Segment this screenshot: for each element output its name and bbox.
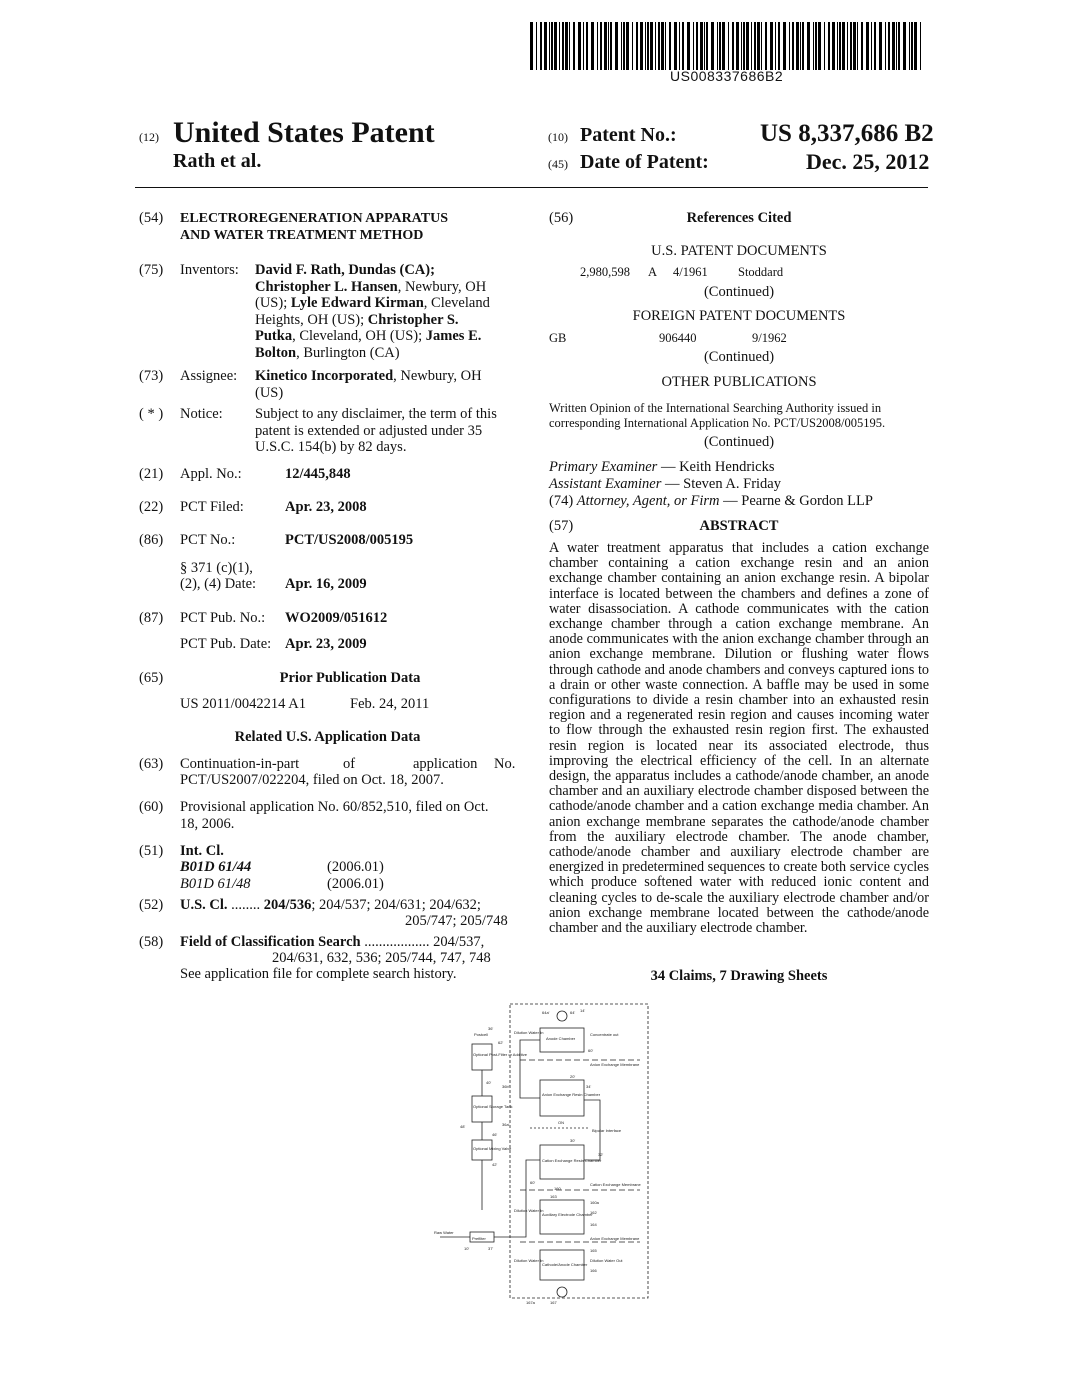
pct-pub-date: Apr. 23, 2009 xyxy=(285,636,367,652)
code-86: (86) xyxy=(139,532,164,548)
us-cl-rest: ; 204/537; 204/631; 204/632; xyxy=(311,897,481,913)
code-60: (60) xyxy=(139,799,164,815)
label-40: 40' xyxy=(486,1080,492,1085)
continued-other: (Continued) xyxy=(703,434,775,450)
inventor-line: (US); Lyle Edward Kirman, Cleveland xyxy=(255,295,490,311)
anode-terminal xyxy=(557,1011,567,1021)
barcode-bar xyxy=(847,22,848,70)
barcode-bar xyxy=(565,22,568,70)
label-dilution-in-3: Dilution Water In xyxy=(514,1258,544,1263)
assignee-value: Kinetico Incorporated, Newbury, OH (US) xyxy=(255,368,520,401)
assistant-examiner-name: — Steven A. Friday xyxy=(661,476,781,492)
barcode-bar xyxy=(746,22,749,70)
pct-no: PCT/US2008/005195 xyxy=(285,532,414,548)
barcode-bar xyxy=(792,22,794,70)
appl-no-label: Appl. No.: xyxy=(180,466,242,482)
barcode-bar xyxy=(554,22,557,70)
assignee-country: (US) xyxy=(255,384,284,401)
section-371-label: § 371 (c)(1), xyxy=(180,560,253,576)
inventor-line: Putka, Cleveland, OH (US); James E. xyxy=(255,328,482,344)
code-12: (12) xyxy=(139,130,159,144)
code-65: (65) xyxy=(139,670,164,686)
code-87: (87) xyxy=(139,610,164,626)
barcode-bar xyxy=(626,22,629,70)
primary-examiner-label: Primary Examiner xyxy=(549,459,658,475)
anion-resin-chamber xyxy=(540,1080,584,1116)
barcode-bar xyxy=(600,22,602,70)
title-line-1: ELECTROREGENERATION APPARATUS xyxy=(180,211,448,226)
label-48: 48' xyxy=(460,1124,466,1129)
foreign-doc-number: 906440 xyxy=(659,331,697,345)
inventor-line: Bolton, Burlington (CA) xyxy=(255,344,400,361)
barcode-bar xyxy=(608,22,609,70)
us-cl-main: 204/536 xyxy=(263,897,312,913)
field-search-note: See application file for complete search history. xyxy=(180,966,457,982)
code-51: (51) xyxy=(139,843,164,859)
auxiliary-chamber xyxy=(540,1200,584,1234)
label-14: 14' xyxy=(580,1008,586,1013)
document-title: United States Patent xyxy=(173,116,435,149)
barcode-bar xyxy=(909,22,910,70)
continuation-text: Continuation-in-part xyxy=(180,756,300,772)
barcode-bar xyxy=(610,22,612,70)
barcode-bar xyxy=(623,22,625,70)
prior-publication-heading: Prior Publication Data xyxy=(279,670,421,686)
code-45: (45) xyxy=(548,157,568,171)
barcode-bar xyxy=(669,22,671,70)
pct-pub-no: WO2009/051612 xyxy=(285,610,388,626)
label-dilution-in-2: Dilution Water In xyxy=(514,1208,544,1213)
barcode-bar xyxy=(665,22,666,70)
barcode-bar xyxy=(815,22,817,70)
code-52: (52) xyxy=(139,897,164,913)
barcode-bar xyxy=(706,22,708,70)
pct-filed-date: Apr. 23, 2008 xyxy=(285,499,367,515)
primary-examiner-name: — Keith Hendricks xyxy=(657,459,775,475)
label-bipolar: Bipolar Interface xyxy=(592,1128,622,1133)
abstract-text: A water treatment apparatus that includes a cation exchange chamber containing a cation exchange resin and an anion exchange chamber containing an anion exchange resin. A bipolar interface is located between the chambers and defines a zone of water disassociation. A cathode communicates with the cation exchange chamber through a cation exchange membrane. An anode communicates with the anion exchange chamber through an anion exchange membrane. Dilution or flushing water flows through cathode and anode chambers and conveys captured ions to a drain or other waste connection. A baffle may be used in some configurations to divide a resin chamber into an exhausted resin region and a regenerated resin region and causes incoming water to flow through the exhausted resin region first. The exhausted resin region is located near its associated electrode, thus improving the electrical efficiency of the cell. In an alternate design, the apparatus includes a cathode/anode chamber, an anode chamber and an auxiliary electrode chamber disposed between the cathode/anode chamber and a cation exchange media chamber. An anion exchange membrane separates the cathode/anode chamber from the auxiliary electrode chamber. The anode chamber, cathode/anode chamber and auxiliary electrode chamber are energized in predetermined sequences to create both service cycles which produce softened water with reduced ionic content and cleaning cycles to de-scale the auxiliary electrode chamber and/or anion exchange membrane located between the cathode/anode chamber and the auxiliary electrode chamber. xyxy=(549,540,929,937)
barcode-bar xyxy=(796,22,799,70)
pct-pub-no-label: PCT Pub. No.: xyxy=(180,610,266,626)
other-publications-heading: OTHER PUBLICATIONS xyxy=(661,374,817,390)
label-anion-resin: Anion Exchange Resin Chamber xyxy=(542,1092,601,1097)
barcode-bar xyxy=(569,22,570,70)
header-rule xyxy=(135,187,928,188)
barcode-bar xyxy=(549,22,550,70)
patent-no-label: Patent No.: xyxy=(580,124,677,146)
code-73: (73) xyxy=(139,368,164,384)
int-cl-label: Int. Cl. xyxy=(180,843,224,859)
barcode-bar xyxy=(591,22,594,70)
provisional-line-2: 18, 2006. xyxy=(180,816,235,832)
barcode-bar xyxy=(813,22,814,70)
barcode-bar xyxy=(874,22,876,70)
pct-no-label: PCT No.: xyxy=(180,532,236,548)
barcode-bar xyxy=(770,22,773,70)
section-371-date: Apr. 16, 2009 xyxy=(285,576,367,592)
continued-us: (Continued) xyxy=(703,284,775,300)
label-64: 64' xyxy=(570,1010,576,1015)
foreign-documents-heading: FOREIGN PATENT DOCUMENTS xyxy=(632,308,846,324)
us-doc-kind: A xyxy=(648,265,658,279)
field-search-line-1: 204/537, xyxy=(433,934,485,950)
barcode-bar xyxy=(850,22,852,70)
us-cl-line-2: 205/747; 205/748 xyxy=(405,913,508,929)
us-cl-line xyxy=(180,897,481,914)
barcode-bar xyxy=(573,22,575,70)
barcode-bar xyxy=(789,22,790,70)
label-dilution-out: Dilution Water Out xyxy=(590,1258,623,1263)
prior-publication-date: Feb. 24, 2011 xyxy=(350,696,430,712)
label-60: 60' xyxy=(588,1048,594,1053)
inventor-line: Christopher L. Hansen, Newbury, OH xyxy=(255,278,487,295)
barcode-bar xyxy=(871,22,872,70)
barcode-bar xyxy=(824,22,825,70)
label-163: 163 xyxy=(550,1194,557,1199)
barcode-bar xyxy=(717,22,718,70)
barcode-bar xyxy=(693,22,694,70)
label-32: 32' xyxy=(598,1152,604,1157)
code-63: (63) xyxy=(139,756,164,772)
label-aux-chamber: Auxiliary Electrode Chamber xyxy=(542,1212,593,1217)
label-cathode-anode: Cathode/Anode Chamber xyxy=(542,1262,588,1267)
barcode-bar xyxy=(741,22,742,70)
barcode-bar xyxy=(551,22,553,70)
label-on: ON xyxy=(558,1120,564,1125)
barcode-bar xyxy=(751,22,752,70)
barcode-bar xyxy=(914,22,917,70)
inventor-line: David F. Rath, Dundas (CA); xyxy=(255,262,435,278)
attorney xyxy=(549,493,873,510)
us-doc-name: Stoddard xyxy=(738,265,784,279)
barcode-bar xyxy=(778,22,780,70)
continuation-no: No. xyxy=(494,756,516,772)
barcode-bar xyxy=(559,22,560,70)
label-164: 164 xyxy=(590,1222,597,1227)
barcode-number: US008337686B2 xyxy=(670,68,784,84)
section-371-date-label: (2), (4) Date: xyxy=(180,576,257,592)
field-search-line xyxy=(180,934,484,951)
barcode-image xyxy=(528,22,928,70)
label-167a: 167a xyxy=(526,1300,535,1305)
barcode-bar xyxy=(736,22,739,70)
barcode-bar xyxy=(866,22,869,70)
field-search-line-2: 204/631, 632, 536; 205/744, 747, 748 xyxy=(272,950,491,966)
label-60-b: 60' xyxy=(530,1180,536,1185)
barcode-bar xyxy=(544,22,547,70)
claims-summary: 34 Claims, 7 Drawing Sheets xyxy=(650,968,828,984)
inventors-list xyxy=(255,262,520,361)
us-cl-label: U.S. Cl. xyxy=(180,897,228,913)
pct-filed-label: PCT Filed: xyxy=(180,499,244,515)
label-optional-storage: Optional Storage Tank xyxy=(473,1104,513,1109)
label-36b: 36b' xyxy=(502,1084,510,1089)
assistant-examiner xyxy=(549,476,781,493)
assignee-label: Assignee: xyxy=(180,368,238,384)
label-dilution-in: Dilution Water In xyxy=(514,1030,544,1035)
code-57: (57) xyxy=(549,518,574,534)
other-publication-line-1: Written Opinion of the International Searching Authority issued in xyxy=(549,401,882,415)
notice-line: U.S.C. 154(b) by 82 days. xyxy=(255,439,407,455)
code-10: (10) xyxy=(548,130,568,144)
notice-line: patent is extended or adjusted under 35 xyxy=(255,422,483,439)
label-raw-water: Raw Water xyxy=(434,1230,454,1235)
barcode-bar xyxy=(761,22,762,70)
barcode-bar xyxy=(853,22,856,70)
foreign-doc-country: GB xyxy=(549,331,567,345)
label-160a: 160a xyxy=(590,1200,599,1205)
barcode-bar xyxy=(800,22,801,70)
us-doc-date: 4/1961 xyxy=(673,265,708,279)
inventor-line: Heights, OH (US); Christopher S. xyxy=(255,311,459,328)
int-cl-2: B01D 61/48 xyxy=(180,876,251,892)
label-46: 46' xyxy=(492,1132,498,1137)
code-75: (75) xyxy=(139,262,164,278)
barcode-bar xyxy=(802,22,804,70)
field-search-label: Field of Classification Search xyxy=(180,934,361,950)
barcode-bar xyxy=(861,22,863,70)
label-42: 42' xyxy=(492,1162,498,1167)
label-optional-post-filter: Optional Post-Filter or Additive xyxy=(473,1052,528,1057)
barcode-bar xyxy=(621,22,622,70)
date-label: Date of Patent: xyxy=(580,151,709,173)
barcode-bar xyxy=(536,22,537,70)
cathode-terminal xyxy=(557,1287,567,1297)
appl-no: 12/445,848 xyxy=(285,466,351,482)
barcode-bar xyxy=(832,22,835,70)
label-37: 37' xyxy=(488,1246,494,1251)
barcode-bar xyxy=(640,22,643,70)
barcode-bar xyxy=(757,22,760,70)
label-prefilter: Prefilter xyxy=(472,1236,486,1241)
barcode-bar xyxy=(655,22,656,70)
barcode-bar xyxy=(540,22,542,70)
label-167: 167 xyxy=(550,1300,557,1305)
notice-label: Notice: xyxy=(180,406,223,422)
code-56: (56) xyxy=(549,210,574,226)
barcode-bar xyxy=(885,22,886,70)
barcode-bar xyxy=(719,22,721,70)
code-21: (21) xyxy=(139,466,164,482)
barcode-bar xyxy=(722,22,725,70)
continuation-application: application xyxy=(413,756,478,772)
barcode-bar xyxy=(842,22,845,70)
code-74: (74) xyxy=(549,493,574,509)
barcode-bar xyxy=(892,22,895,70)
barcode-bar xyxy=(732,22,734,70)
label-anode-chamber: Anode Chamber xyxy=(546,1036,576,1041)
optional-post-filter xyxy=(472,1044,492,1070)
int-cl-1: B01D 61/44 xyxy=(180,859,252,875)
code-22: (22) xyxy=(139,499,164,515)
barcode-bar xyxy=(583,22,584,70)
primary-examiner xyxy=(549,459,775,476)
label-cation-membrane: Cation Exchange Membrane xyxy=(590,1182,641,1187)
barcode-bar xyxy=(920,22,921,70)
barcode-bar xyxy=(578,22,581,70)
optional-storage-tank xyxy=(472,1096,492,1122)
label-30: 30' xyxy=(570,1138,576,1143)
title-line-2: AND WATER TREATMENT METHOD xyxy=(180,228,424,243)
barcode-bar xyxy=(645,22,646,70)
abstract-heading: ABSTRACT xyxy=(699,518,779,534)
code-notice: ( * ) xyxy=(139,406,164,422)
attorney-name: — Pearne & Gordon LLP xyxy=(719,493,873,509)
int-cl-2-date: (2006.01) xyxy=(327,876,384,892)
continuation-number: PCT/US2007/022204, filed on Oct. 18, 2007. xyxy=(180,772,444,788)
barcode-bar xyxy=(839,22,841,70)
us-cl-dots: ........ xyxy=(231,897,261,913)
label-165: 165 xyxy=(590,1248,597,1253)
other-publication-line-2: corresponding International Application No. PCT/US2008/005195. xyxy=(549,416,886,430)
barcode-bar xyxy=(604,22,607,70)
barcode-bar xyxy=(530,22,533,70)
attorney-label: Attorney, Agent, or Firm xyxy=(576,493,720,509)
barcode-bar xyxy=(888,22,890,70)
barcode-bar xyxy=(775,22,776,70)
provisional-line-1: Provisional application No. 60/852,510, filed on Oct. xyxy=(180,799,489,815)
patent-date: Dec. 25, 2012 xyxy=(806,149,930,174)
barcode-bar xyxy=(898,22,900,70)
foreign-doc-date: 9/1962 xyxy=(752,331,787,345)
barcode-bar xyxy=(837,22,838,70)
representative-drawing xyxy=(430,1000,660,1310)
barcode-bar xyxy=(704,22,705,70)
barcode-bar xyxy=(911,22,913,70)
label-36: 36' xyxy=(488,1026,494,1031)
barcode-bar xyxy=(828,22,830,70)
notice-text xyxy=(255,406,520,456)
label-optional-mixing: Optional Mixing Valve xyxy=(473,1146,512,1151)
label-anion-membrane: Anion Exchange Membrane xyxy=(590,1062,640,1067)
barcode-bar xyxy=(807,22,810,70)
label-62: 62' xyxy=(498,1040,504,1045)
assistant-examiner-label: Assistant Examiner xyxy=(549,476,662,492)
barcode-bar xyxy=(696,22,698,70)
label-10: 10' xyxy=(464,1246,470,1251)
barcode-bar xyxy=(879,22,882,70)
barcode-bar xyxy=(562,22,564,70)
barcode-bar xyxy=(700,22,703,70)
barcode-bar xyxy=(597,22,598,70)
barcode-bar xyxy=(743,22,745,70)
barcode-bar xyxy=(711,22,714,70)
barcode-bar xyxy=(674,22,677,70)
label-36a: 36a' xyxy=(502,1122,510,1127)
barcode-bar xyxy=(857,22,858,70)
references-heading: References Cited xyxy=(686,210,792,226)
barcode-bar xyxy=(650,22,653,70)
label-166: 166 xyxy=(590,1268,597,1273)
label-postcell: Postcell xyxy=(474,1032,489,1037)
barcode-bar xyxy=(647,22,649,70)
authors: Rath et al. xyxy=(173,150,262,172)
barcode-bar xyxy=(658,22,660,70)
label-aux-membrane: Anion Exchange Membrane xyxy=(590,1236,640,1241)
barcode-bar xyxy=(754,22,756,70)
cell-outline xyxy=(510,1004,648,1298)
us-patent-documents-heading: U.S. PATENT DOCUMENTS xyxy=(651,243,827,259)
code-58: (58) xyxy=(139,934,164,950)
label-64a: 64a' xyxy=(542,1010,550,1015)
related-application-heading: Related U.S. Application Data xyxy=(234,729,421,745)
barcode-bar xyxy=(661,22,664,70)
pct-pub-date-label: PCT Pub. Date: xyxy=(180,636,272,652)
label-160: 160 xyxy=(554,1186,561,1191)
continuation-of: of xyxy=(343,756,356,772)
int-cl-1-date: (2006.01) xyxy=(327,859,384,875)
barcode-bar xyxy=(615,22,618,70)
label-concentrate-out: Concentrate out xyxy=(590,1032,619,1037)
barcode-bar xyxy=(903,22,906,70)
us-doc-number: 2,980,598 xyxy=(580,265,630,279)
barcode-bar xyxy=(632,22,633,70)
barcode-bar xyxy=(636,22,638,70)
label-20: 20' xyxy=(570,1074,576,1079)
field-search-dots: .................. xyxy=(364,934,430,950)
label-34: 34' xyxy=(586,1084,592,1089)
barcode-bar xyxy=(682,22,684,70)
continued-foreign: (Continued) xyxy=(703,349,775,365)
code-54: (54) xyxy=(139,210,164,226)
barcode-bar xyxy=(896,22,897,70)
barcode-bar xyxy=(586,22,588,70)
barcode-bar xyxy=(687,22,690,70)
barcode-bar xyxy=(679,22,680,70)
notice-line: Subject to any disclaimer, the term of this xyxy=(255,406,497,422)
inventors-label: Inventors: xyxy=(180,262,239,278)
barcode-bar xyxy=(765,22,767,70)
patent-number: US 8,337,686 B2 xyxy=(760,120,934,147)
label-cation-resin: Cation Exchange Resin Chamber xyxy=(542,1158,602,1163)
barcode-bar xyxy=(783,22,786,70)
label-162: 162 xyxy=(590,1210,597,1215)
prior-publication-number: US 2011/0042214 A1 xyxy=(180,696,306,712)
barcode-bar xyxy=(728,22,729,70)
barcode-bar xyxy=(818,22,821,70)
